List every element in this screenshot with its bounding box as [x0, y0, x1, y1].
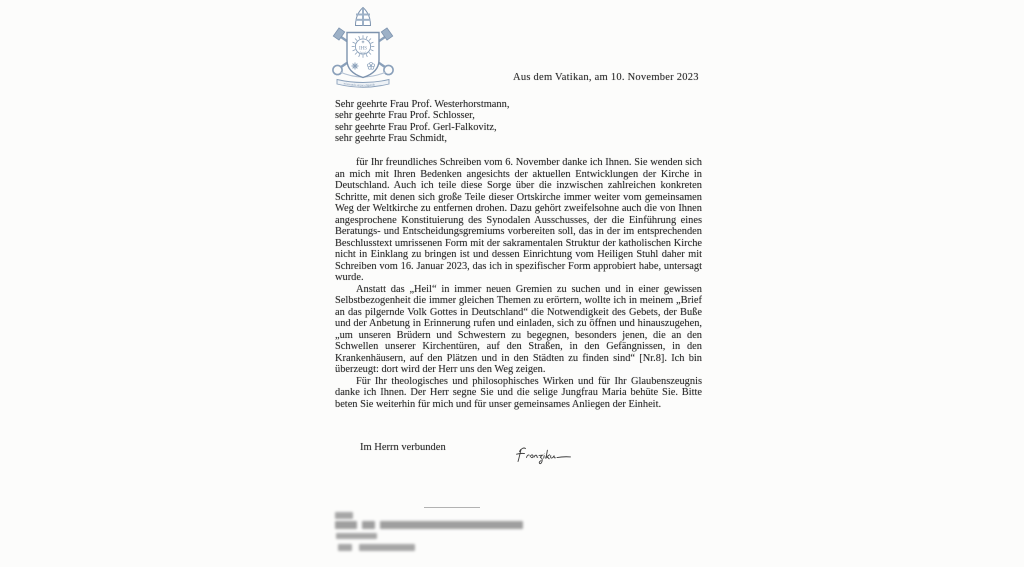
- papal-coat-of-arms-icon: [328, 6, 398, 90]
- motto-banner: [337, 80, 389, 88]
- salutation-line: sehr geehrte Frau Prof. Schlosser,: [335, 110, 475, 122]
- redacted-line: [362, 521, 375, 529]
- redacted-line: [335, 512, 353, 519]
- motto-text: miserando atque eligendo: [343, 81, 376, 88]
- salutation-line: sehr geehrte Frau Prof. Gerl-Falkovitz,: [335, 121, 497, 133]
- date-line: Aus dem Vatikan, am 10. November 2023: [513, 72, 699, 83]
- salutation-line: sehr geehrte Frau Schmidt,: [335, 133, 447, 145]
- redacted-line: [335, 521, 357, 529]
- redacted-line: [338, 544, 352, 551]
- handwritten-signature-franziskus: [512, 444, 576, 470]
- body-paragraph: Anstatt das „Heil“ in immer neuen Gremien zu suchen und in einer gewissen Selbstbezogenheit die immer gleichen Themen zu erörtern, wollte ich in meinem „Brief an das pilgernde Volk Gottes in Deutschland“ die Notwendigkeit des Gebets, der Buße und der Anbetung in Erinnerung rufen und einladen, sich zu öffnen und hinauszugehen, „um unseren Brüdern und Schwestern zu begegnen, besonders jenen, die an den Schwellen unserer Kirchentüren, auf den Straßen, in den Gefängnissen, in den Krankenhäusern, auf den Plätzen und in den Städten zu finden sind“ [Nr.8]. Ich bin überzeugt: dort wird der Herr uns den Weg zeigen.: [335, 283, 702, 375]
- ihs-sun: [352, 35, 375, 58]
- letter-body: [335, 157, 702, 410]
- redacted-line: [336, 533, 377, 539]
- redacted-line: [380, 521, 523, 529]
- body-paragraph: Für Ihr theologisches und philosophisches Wirken und für Ihr Glaubenszeugnis danke ich Ihnen. Der Herr segne Sie und die selige Jungfrau Maria behüte Sie. Bitte beten Sie weiterhin für mich und für unser gemeinsames Anliegen der Einheit.: [335, 375, 702, 410]
- salutation-line: Sehr geehrte Frau Prof. Westerhorstmann,: [335, 99, 510, 110]
- mitre: [356, 8, 371, 26]
- salutation-block: [335, 99, 509, 145]
- redacted-line: [359, 544, 415, 551]
- ihs-monogram: IHS: [358, 46, 368, 52]
- body-paragraph: für Ihr freundliches Schreiben vom 6. November danke ich Ihnen. Sie wenden sich an mich mit Ihren Bedenken angesichts der aktuellen Entwicklungen der Kirche in Deutschland. Auch ich teile diese Sorge über die inzwischen zahlreichen konkreten Schritte, mit denen sich große Teile dieser Ortskirche immer weiter vom gemeinsamen Weg der Weltkirche zu entfernen drohen. Dazu gehört zweifelsohne auch die von Ihnen angesprochene Konstituierung des Synodalen Ausschusses, der die Einführung eines Beratungs- und Entscheidungsgremiums vorbereiten soll, das in der im entsprechenden Beschlusstext umrissenen Form mit der sakramentalen Struktur der katholischen Kirche nicht in Einklang zu bringen ist und dessen Einrichtung vom Heiligen Stuhl daher mit Schreiben vom 16. Januar 2023, das ich in spezifischer Form approbiert habe, untersagt wurde.: [335, 157, 702, 283]
- fold-mark-line: [424, 507, 480, 508]
- closing-line: Im Herrn verbunden: [360, 442, 446, 453]
